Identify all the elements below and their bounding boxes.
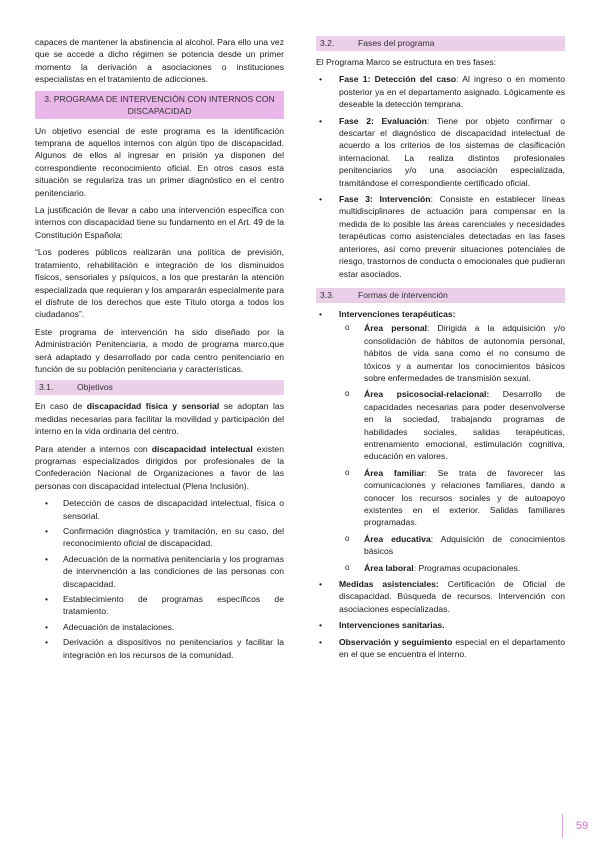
phases-list (316, 73, 565, 280)
bullet-icon: • (319, 74, 323, 85)
bullet-icon: • (319, 115, 323, 126)
bullet-icon: • (45, 498, 49, 509)
list-item: • Establecimiento de programas específicos de tratamiento. (45, 594, 284, 617)
list-item: o Área personal: Dirigida a la adquisición y/o consolidación de hábitos de autonomía personal, hábitos de vida sana como el no consumo de tóxicos y a aumentar los conocimientos básicos sobre enfermedades de transmisión sexual. (345, 323, 565, 383)
circle-bullet-icon: o (345, 533, 350, 543)
circle-bullet-icon: o (345, 562, 350, 572)
list-item: • Observación y seguimiento especial en el departamento en el que se encuentra el interno. (319, 636, 566, 660)
objectives-list (35, 497, 284, 661)
list-item: o Área educativa: Adquisición de conocimientos básicos (345, 533, 565, 557)
bullet-icon: • (319, 194, 323, 205)
right-column (316, 36, 565, 664)
subsection-number: 3.2. (320, 38, 335, 48)
paragraph-objective: Un objetivo esencial de este programa es la identificación temprana de aquellos internos con algún tipo de discapacidad. Algunos de ellos al ingresar en prisión ya disponen del correspondiente reconocimiento oficial. En otros casos esta situación se regulariza tras un primer diagnóstico en el centro penitenciario. (35, 125, 284, 198)
bullet-icon: • (45, 594, 49, 605)
bullet-icon: • (319, 636, 323, 647)
section-title: 3. PROGRAMA DE INTERVENCIÓN CON INTERNOS CON DISCAPACIDAD (35, 91, 284, 119)
paragraph-program: Este programa de intervención ha sido diseñado por la Administración Penitenciaria, a modo de programa marco,que será adaptado y desarrollado por cada centro penitenciario en función de su población penitenciaria y características. (35, 326, 284, 374)
subsection-number: 3.1. (39, 382, 54, 393)
paragraph-physical: En caso de discapacidad física y sensorial se adoptan las medidas necesarias para facilitar la movilidad y participación del interno en la vida ordinaria del centro. (35, 401, 285, 437)
list-item: • Medidas asistenciales: Certificación de Oficial de discapacidad. Búsqueda de recursos. Intervención con asociaciones especializadas. (319, 579, 565, 614)
circle-bullet-icon: o (345, 467, 350, 477)
list-item: • Adecuación de instalaciones. (45, 621, 175, 632)
list-item: • Detección de casos de discapacidad intelectual, física o sensorial. (45, 498, 284, 521)
bullet-icon: • (319, 579, 323, 590)
list-item: • Fase 2: Evaluación: Tiene por objeto confirmar o descartar el diagnóstico de discapacidad intelectual de acuerdo a los criterios de los sistemas de clasificación internacional. La realiza distintos profesionales penitenciarios y/o una asociación especializada, tramitándose el correspondiente certificado oficial. (319, 115, 565, 188)
list-item: o Área laboral: Programas ocupacionales. (345, 562, 521, 573)
bullet-icon: • (319, 308, 323, 319)
list-item: • Fase 1: Detección del caso: Al ingreso o en momento posterior ya en el departamento asignado. Lógicamente es deseable la detección temprana. (319, 74, 566, 110)
circle-bullet-icon: o (345, 323, 350, 333)
list-item: • Intervenciones terapéuticas: o Área personal: Dirigida a la adquisición y/o consolidación de hábitos de autonomía personal, hábitos de vida sana como el no consumo de tóxicos y a aumentar los conocimientos básicos sobre enfermedades de transmisión sexual. o Área psicosocial-relacional: Desarrollo de capacidades necesarias para poder desenvolverse en la sociedad, trabajando programas de habilidades sociales, salidas terapéuticas, entrenamiento emocional, estimulación cognitiva, educación en valores. o Área familiar: Se trata de favorecer las comunicaciones y relaciones familiares, dando a conocer los recursos sociales y de autoapoyo existentes en el exterior. Salidas familiares programadas. o Área educativa: Adquisición de conocimientos básicos o Área laboral: Programas ocupacionales. (319, 308, 566, 573)
list-item: • Derivación a dispositivos no penitenciarios y facilitar la integración en los recursos de la comunidad. (45, 637, 284, 660)
list-item: • Adecuación de la normativa penitenciaria y los programas de intervnención a las condiciones de las personas con discapacidad. (45, 553, 284, 589)
list-item: • Intervenciones sanitarias. (319, 620, 445, 631)
list-item: o Área familiar: Se trata de favorecer las comunicaciones y relaciones familiares, dando a conocer los recursos sociales y de autoapoyo existentes en el exterior. Salidas familiares programadas. (345, 467, 565, 528)
areas-list (339, 322, 565, 574)
subsection-number: 3.3. (320, 289, 335, 300)
bullet-icon: • (45, 553, 49, 564)
paragraph-intellectual: Para atender a internos con discapacidad intelectual existen programas especializados dirigidos por profesionales de la Confederación Nacional de Organizaciones a favor de las personas con discapacidad intelectual (Plena Inclusión). (35, 443, 284, 491)
intro-paragraph: capaces de mantener la abstinencia al alcohol. Para ello una vez que se accede a dicho régimen se potencia desde un primer momento la derivación a asociaciones o instituciones especialistas en el tratamiento de adicciones. (35, 37, 284, 85)
constitution-quote: “Los poderes públicos realizarán una política de previsión, tratamiento, rehabilitación e integración de los disminuidos físicos, sensoriales y psíquicos, a los que prestarán la atención especializada que requieran y los ampararán especialmente para el disfrute de los derechos que este Título otorga a todos los ciudadanos”. (35, 247, 284, 320)
list-item: • Fase 3: Intervención: Consiste en establecer líneas multidisciplinares de actuación para compensar en la medida de lo posible las áreas carenciales y necesidades terapéuticas como asistenciales detectadas en las fases anteriores, así como prevenir situaciones potenciales de riesgo, trastornos de conducta o emocionales que pudieran estar asociados. (319, 194, 565, 279)
phases-intro: El Programa Marco se estructura en tres fases: (316, 57, 497, 67)
paragraph-justification: La justificación de llevar a cabo una intervención específica con internos con discapacidad tiene su fundamento en el Art. 49 de la Constitución Española: (35, 205, 284, 240)
subsection-heading-fases (316, 36, 565, 51)
subsection-heading-objetivos (35, 380, 284, 395)
bullet-icon: • (45, 526, 49, 536)
subsection-heading-formas (316, 288, 565, 303)
circle-bullet-icon: o (345, 389, 350, 399)
left-column (35, 36, 284, 664)
list-item: • Confirmación diagnóstica y tramitación, en su caso, del reconocimiento oficial de discapacidad. (45, 526, 284, 549)
subsection-title: Fases del programa (358, 38, 435, 48)
subsection-title: Formas de intervención (358, 289, 448, 300)
bullet-icon: • (319, 620, 323, 631)
list-item: o Área psicosocial-relacional: Desarrollo de capacidades necesarias para poder desenvolverse en la sociedad, trabajando programas de habilidades sociales, salidas terapéuticas, entrenamiento emocional, estimulación cognitiva, educación en valores. (345, 389, 566, 462)
interventions-list (316, 308, 565, 661)
bullet-icon: • (45, 637, 49, 648)
bullet-icon: • (45, 621, 49, 632)
page-number: 59 (562, 814, 600, 838)
subsection-title: Objetivos (77, 382, 113, 393)
